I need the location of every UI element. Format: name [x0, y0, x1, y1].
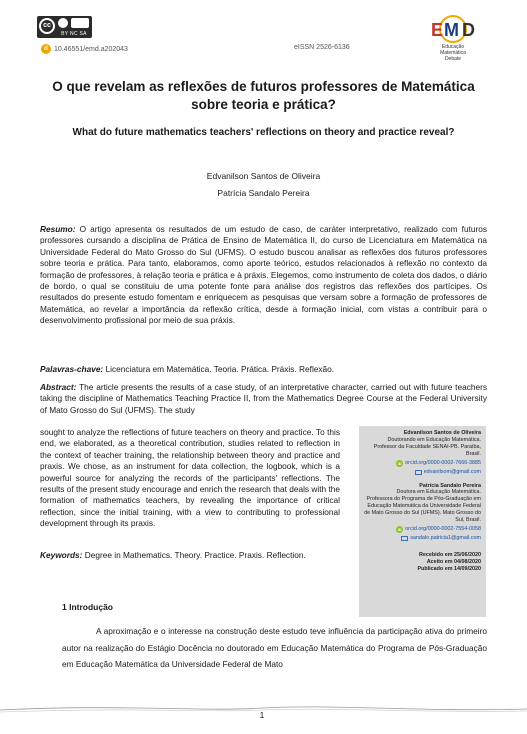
creative-commons-badge: [37, 16, 92, 38]
author-2-orcid-link[interactable]: orcid.org/0000-0002-7554-0058: [405, 526, 481, 533]
emd-logo-icon: [418, 14, 488, 46]
author-1-degree: Doutorando em Educação Matemática.: [387, 436, 481, 443]
doi-link[interactable]: 10.46551/emd.a202043: [54, 45, 128, 53]
received-date: Recebido em 25/06/2020: [418, 551, 481, 558]
doi-row: [41, 44, 128, 54]
author-2: Patrícia Sandalo Pereira: [217, 188, 310, 198]
section-title: 1 Introdução: [62, 602, 114, 612]
palavras-label: Palavras-chave:: [40, 364, 104, 374]
abstract-text-top: The article presents the results of a case study, of an interpretative character, carried out with future teachers taking the discipline of Mathematics Teaching Practice II, from the Mathematics Degree Course at the Federal University of Mato Grosso do Sul (UFMS). The study: [40, 382, 488, 415]
keywords-text: Degree in Mathematics. Theory. Practice. Praxis. Reflection.: [84, 550, 306, 560]
issn: eISSN 2526-6136: [294, 44, 350, 51]
palavras-text: Licenciatura em Matemática. Teoria. Prática. Práxis. Reflexão.: [105, 364, 335, 374]
license-icons: [71, 18, 89, 28]
author-2-orcid[interactable]: [364, 526, 481, 533]
keywords-label: Keywords:: [40, 550, 83, 560]
title-english: What do future mathematics teachers' reflections on theory and practice reveal?: [72, 127, 455, 138]
submission-dates: [364, 552, 481, 573]
svg-text:E: E: [431, 20, 444, 40]
introduction-text: A aproximação e o interesse na construção deste estudo teve influência da participação ativa do primeiro autor na realização do Estágio Docência no doutorado em Educação Matemática do Programa de Pós-Graduação em Educação Matemática da Universidade Federal de Mato: [62, 626, 487, 669]
published-date: Publicado em 14/09/2020: [417, 565, 481, 572]
author-2-email-link[interactable]: sandalo.patricia1@gmail.com: [410, 534, 481, 541]
svg-text:D: D: [462, 20, 475, 40]
abstract-text-continued: sought to analyze the reflections of future teachers on theory and practice. To this end, we elaborated, as a theoretical contribution, studies related to reflection in the context of teacher training, the relationship between theory and practice and praxis. We chose, as an instrument for data collection, the logbook, which is a powerful source for analyzing the records of the participants' reflections. The results of the present study encourage and enrich the research that deals with the formation of mathematics teachers, by revealing the importance of critical reflection, since the initial training, with a view to contributing to professional development through its praxis.: [40, 427, 340, 529]
cc-icon: cc: [39, 18, 55, 34]
resumo-paragraph: [40, 224, 487, 327]
author-1-name: Edvanilson Santos de Oliveira: [403, 430, 481, 436]
email-icon: [415, 470, 422, 475]
author-1-email[interactable]: [364, 469, 481, 476]
attribution-icon: [58, 18, 68, 28]
author-1-orcid-link[interactable]: orcid.org/0000-0002-7666-3885: [405, 459, 481, 466]
author-1-email-link[interactable]: edvanilsom@gmail.com: [423, 468, 481, 475]
abstract-label: Abstract:: [40, 382, 77, 392]
orcid-icon: iD: [397, 526, 402, 532]
resumo-text: O artigo apresenta os resultados de um estudo de caso, de caráter interpretativo, realizado com futuros professores cursando a disciplina de Prática de Ensino de Matemática II, do curso de Licenciatura em Matemática na Universidade Federal do Mato Grosso do Sul (UFMS). O estudo buscou analisar as reflexões dos futuros professores sobre teoria e prática. Para tanto, elaboramos, como aporte teórico, estudos relacionados à reflexão no contexto da formação de professores, à relação teoria e prática e à práxis. Elegemos, como instrumento de coleta dos dados, o diário de bordo, o qual se constituiu de uma potente fonte para análise dos registros das reflexões dos partícipes. Os resultados do presente estudo fomentam e enriquecem as pesquisas que versam sobre a formação de professores de Matemática, ao revelar a importância da reflexão crítica, desde a formação inicial, com vistas a contribuir para o desenvolvimento profissional por meio de sua práxis.: [40, 224, 488, 326]
author-2-name: Patrícia Sandalo Pereira: [419, 482, 481, 489]
title-portuguese: O que revelam as reflexões de futuros professores de Matemática sobre teoria e prática?: [52, 79, 475, 112]
resumo-label: Resumo:: [40, 224, 76, 234]
keywords: [40, 550, 340, 561]
accepted-date: Aceito em 04/08/2020: [426, 558, 481, 565]
email-icon: [401, 536, 408, 541]
palavras-chave: [40, 364, 487, 375]
journal-logo: [418, 14, 488, 70]
abstract-paragraph: [40, 382, 487, 416]
author-2-affiliation: Professora do Programa de Pós-Graduação em Educação Matemática da Universidade Federal de Mato Grosso do Sul (UFMS). Mato Grosso do Sul, Brasil.: [364, 496, 481, 524]
author-2-degree: Doutora em Educação Matemática.: [396, 489, 481, 496]
page-number: 1: [259, 710, 265, 720]
doi-icon: d: [41, 44, 51, 54]
author-1-affiliation: Professor da Faculdade SENAI-PB. Paraíba, Brasil.: [373, 443, 481, 457]
author-info-box: [359, 426, 486, 617]
license-text: BY NC SA: [61, 31, 87, 37]
svg-text:M: M: [444, 20, 459, 40]
orcid-icon: iD: [397, 460, 402, 466]
logo-caption: Educação Matemática Debate: [440, 44, 466, 62]
author-2-email[interactable]: [364, 535, 481, 542]
author-1: Edvanilson Santos de Oliveira: [206, 171, 321, 181]
author-1-orcid[interactable]: [364, 460, 481, 467]
